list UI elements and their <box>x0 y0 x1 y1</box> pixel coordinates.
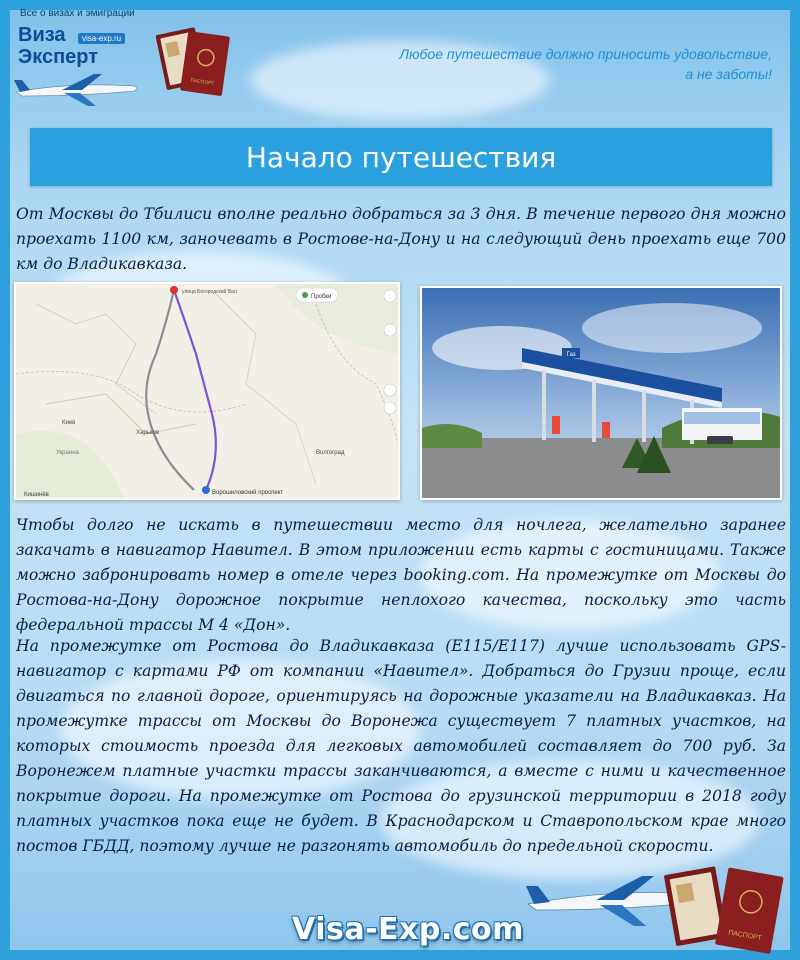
passport-label: ПАСПОРТ <box>727 929 763 943</box>
airplane-icon <box>12 68 142 108</box>
section-title: Начало путешествия <box>245 140 557 174</box>
gas-station-illustration <box>422 288 782 500</box>
brand-logo[interactable] <box>12 6 215 102</box>
destination-label: Ворошиловский проспект <box>212 490 284 496</box>
paragraph-route-details: На промежутке от Ростова до Владикавказа (Е115/Е117) лучше использовать GPS-навигатор с картами РФ от компании «Навител». Добраться до Грузии проще, если двигаться по главной дороге, ориентируясь на дорожные указатели на Владикавказ. На промежутке трассы от Москвы до Воронежа существует 7 платных участков, на которых стоимость проезда для легковых автомобилей составляет до 700 руб. За Воронежем платные участки трассы заканчиваются, а вместе с ними и качественное покрытие дороги. На промежутке от Ростова до грузинской территории в 2018 году платных участков пока еще не будет. В Краснодарском и Ставропольском крае много постов ГБДД, поэтому лучше не разгонять автомобиль до предельной скорости. <box>16 637 786 855</box>
origin-label: улица Богородский Вал <box>182 289 237 295</box>
gas-station-photo[interactable] <box>420 286 782 500</box>
paragraph-intro: От Москвы до Тбилиси вполне реально добраться за 3 дня. В течение первого дня можно проехать 1100 км, заночевать в Ростове-на-Дону и на следующий день проехать еще 700 км до Владикавказа. <box>16 205 786 273</box>
passports-icon <box>154 18 234 108</box>
map-city-label: Кишинёв <box>24 492 49 498</box>
brand-url: visa-exp.ru <box>78 33 125 44</box>
paragraph-navigation: Чтобы долго не искать в путешествии место для ночлега, желательно заранее закачать в навигатор Навител. В этом приложении есть карты с гостиницами. Также можно забронировать номер в отеле через booking.com. На промежутке от Москвы до Ростова-на-Дону дорожное покрытие неплохого качества, поскольку это часть федеральной трассы М 4 «Дон». <box>16 516 786 634</box>
brand-tagline: Все о визах и эмиграции <box>20 8 135 19</box>
origin-marker <box>170 286 178 294</box>
motto-line1: Любое путешествие должно приносить удовольствие, <box>399 46 772 62</box>
map-city-label: Волгоград <box>316 450 345 456</box>
route-map-image[interactable] <box>14 282 400 500</box>
section-title-bar <box>30 128 772 186</box>
passports-icon <box>660 856 790 956</box>
footer-site-link[interactable]: Visa-Exp.com <box>292 912 524 947</box>
map-city-label: Киев <box>62 420 76 426</box>
motto-line2: а не заботы! <box>685 66 772 82</box>
motto <box>312 44 772 84</box>
traffic-label: Пробки <box>311 294 332 300</box>
route-map <box>16 284 400 500</box>
passport-label: ПАСПОРТ <box>190 77 215 88</box>
map-city-label: Харьков <box>136 430 160 436</box>
brand-name-line1: Виза <box>18 24 66 46</box>
destination-marker <box>202 486 210 494</box>
brand-name-line2: Эксперт <box>18 46 99 68</box>
station-sign: Газ <box>566 352 576 358</box>
map-country-label: Украина <box>56 450 79 456</box>
traffic-button[interactable] <box>296 288 338 302</box>
